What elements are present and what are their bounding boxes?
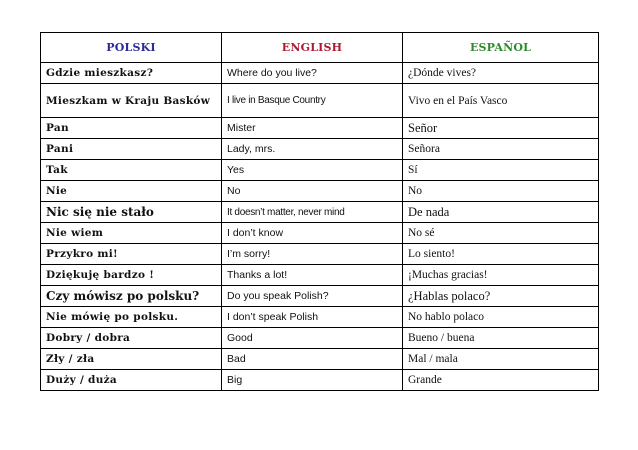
- spanish-cell: Sí: [403, 160, 599, 181]
- table-row: [41, 370, 599, 391]
- english-cell: Where do you live?: [222, 63, 403, 84]
- english-cell: I’m sorry!: [222, 244, 403, 265]
- table-row: [41, 84, 599, 118]
- english-cell: Thanks a lot!: [222, 265, 403, 286]
- spanish-cell: ¿Dónde vives?: [403, 63, 599, 84]
- table-row: [41, 307, 599, 328]
- table-row: [41, 223, 599, 244]
- english-cell: Good: [222, 328, 403, 349]
- spanish-cell: No hablo polaco: [403, 307, 599, 328]
- english-cell: I don’t know: [222, 223, 403, 244]
- english-cell: Lady, mrs.: [222, 139, 403, 160]
- polish-cell: Nie: [41, 181, 222, 202]
- polish-cell: Zły / zła: [41, 349, 222, 370]
- table-row: [41, 118, 599, 139]
- spanish-cell: De nada: [403, 202, 599, 223]
- english-cell: It doesn’t matter, never mind: [222, 202, 403, 223]
- table-row: [41, 265, 599, 286]
- spanish-cell: Lo siento!: [403, 244, 599, 265]
- spanish-cell: ¿Hablas polaco?: [403, 286, 599, 307]
- table-row: [41, 349, 599, 370]
- spanish-cell: Señor: [403, 118, 599, 139]
- english-cell: Mister: [222, 118, 403, 139]
- polish-cell: Dziękuję bardzo !: [41, 265, 222, 286]
- polish-cell: Przykro mi!: [41, 244, 222, 265]
- spanish-cell: Mal / mala: [403, 349, 599, 370]
- header-english: ENGLISH: [222, 33, 403, 63]
- english-cell: Big: [222, 370, 403, 391]
- spanish-cell: Vivo en el País Vasco: [403, 84, 599, 118]
- spanish-cell: No sé: [403, 223, 599, 244]
- spanish-cell: Bueno / buena: [403, 328, 599, 349]
- english-cell: Do you speak Polish?: [222, 286, 403, 307]
- table-row: [41, 181, 599, 202]
- header-espanol: ESPAÑOL: [403, 33, 599, 63]
- table-row: [41, 160, 599, 181]
- spanish-cell: ¡Muchas gracias!: [403, 265, 599, 286]
- english-cell: Yes: [222, 160, 403, 181]
- table-row: [41, 63, 599, 84]
- polish-cell: Pani: [41, 139, 222, 160]
- english-cell: I live in Basque Country: [222, 84, 403, 118]
- polish-cell: Pan: [41, 118, 222, 139]
- phrase-table: [40, 32, 599, 391]
- polish-cell: Czy mówisz po polsku?: [41, 286, 222, 307]
- english-cell: Bad: [222, 349, 403, 370]
- english-cell: No: [222, 181, 403, 202]
- polish-cell: Duży / duża: [41, 370, 222, 391]
- english-cell: I don’t speak Polish: [222, 307, 403, 328]
- polish-cell: Nie wiem: [41, 223, 222, 244]
- polish-cell: Nic się nie stało: [41, 202, 222, 223]
- table-row: [41, 202, 599, 223]
- table-row: [41, 286, 599, 307]
- spanish-cell: Grande: [403, 370, 599, 391]
- header-polski: POLSKI: [41, 33, 222, 63]
- polish-cell: Mieszkam w Kraju Basków: [41, 84, 222, 118]
- spanish-cell: Señora: [403, 139, 599, 160]
- polish-cell: Gdzie mieszkasz?: [41, 63, 222, 84]
- table-row: [41, 244, 599, 265]
- header-row: [41, 33, 599, 63]
- polish-cell: Tak: [41, 160, 222, 181]
- spanish-cell: No: [403, 181, 599, 202]
- table-row: [41, 139, 599, 160]
- table-row: [41, 328, 599, 349]
- polish-cell: Dobry / dobra: [41, 328, 222, 349]
- polish-cell: Nie mówię po polsku.: [41, 307, 222, 328]
